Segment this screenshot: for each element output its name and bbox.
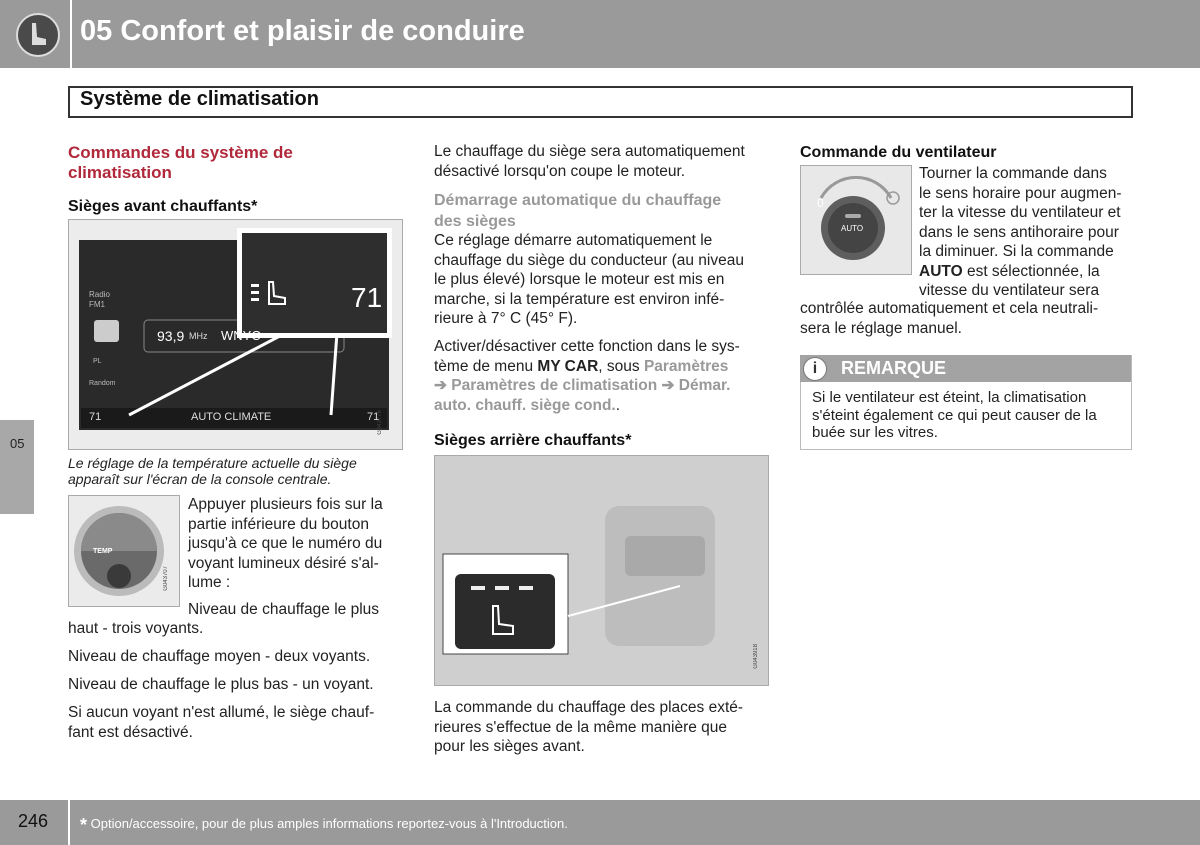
level-off-line2: fant est désactivé. xyxy=(68,723,193,741)
seat-icon xyxy=(16,13,60,57)
rear-line1: La commande du chauffage des places exté- xyxy=(434,699,744,716)
fan-line8: contrôlée automatiquement et cela neutrali- xyxy=(800,300,1099,317)
display-figure xyxy=(68,219,403,450)
intro-line1: Le chauffage du siège sera automatiquement xyxy=(434,143,745,160)
auto-start-line4: marche, si la température est environ infé- xyxy=(434,290,725,308)
menu-path-climate: ➔ Paramètres de climatisation ➔ Démar. xyxy=(434,377,731,394)
fan-knob-figure xyxy=(800,165,912,275)
level-high-line1: Niveau de chauffage le plus xyxy=(188,601,380,618)
menu-under: , sous xyxy=(598,357,644,375)
front-seats-heading: Sièges avant chauffants* xyxy=(68,198,258,215)
press-line1: Appuyer plusieurs fois sur la xyxy=(188,496,383,513)
controls-heading-line2: climatisation xyxy=(68,163,172,182)
fan-knob-label: AUTO xyxy=(841,224,864,233)
auto-climate-label: AUTO CLIMATE xyxy=(191,411,272,423)
intro-line2: désactivé lorsqu'on coupe le moteur. xyxy=(434,162,686,180)
radio-label: Radio xyxy=(89,290,110,299)
press-line5: lume : xyxy=(188,574,231,591)
fan-line7: vitesse du ventilateur sera xyxy=(919,282,1100,299)
auto-start-heading-line2: des sièges xyxy=(434,213,516,230)
rear-line2: rieures s'effectue de la même manière que xyxy=(434,718,728,736)
rear-figure-code: G043918 xyxy=(753,644,759,669)
fan-line2: le sens horaire pour augmen- xyxy=(919,184,1122,202)
section-title: Système de climatisation xyxy=(80,88,319,110)
level-low: Niveau de chauffage le plus bas - un voyant. xyxy=(68,676,374,693)
display-caption xyxy=(68,455,357,487)
caption-line2: apparaît sur l'écran de la console centrale. xyxy=(68,471,332,487)
press-line3: jusqu'à ce que le numéro du xyxy=(188,535,383,552)
fan-line9: sera le réglage manuel. xyxy=(800,319,962,337)
rear-line3: pour les sièges avant. xyxy=(434,738,585,755)
station-name: WNYC xyxy=(221,328,261,343)
menu-path-para xyxy=(434,337,740,415)
fan-line1: Tourner la commande dans xyxy=(919,165,1107,182)
press-instructions xyxy=(188,495,383,593)
page-number: 246 xyxy=(18,811,49,831)
rear-seats-para xyxy=(434,698,743,757)
fan-para-a xyxy=(919,164,1121,301)
auto-start-line1: Ce réglage démarre automatiquement le xyxy=(434,232,713,249)
zoom-temp-value: 71 xyxy=(351,282,383,313)
pl-label: PL xyxy=(93,358,102,365)
auto-bold: AUTO xyxy=(919,262,963,280)
fm-label: FM1 xyxy=(89,300,105,309)
controls-heading xyxy=(68,143,408,183)
auto-start-heading-line1: Démarrage automatique du chauffage xyxy=(434,192,722,209)
seat-heat-icon-zoom xyxy=(251,278,291,308)
fan-line5: la diminuer. Si la commande xyxy=(919,243,1114,260)
auto-start-line3: le plus élevé) lorsque le moteur est mis en xyxy=(434,271,725,288)
auto-start-line2: chauffage du siège du conducteur (au niveau xyxy=(434,251,744,269)
fan-line4: dans le sens antihoraire pour xyxy=(919,223,1119,241)
auto-start-heading xyxy=(434,190,721,232)
auto-start-line5: rieure à 7° C (45° F). xyxy=(434,310,578,327)
press-line4: voyant lumineux désiré s'al- xyxy=(188,554,379,572)
mhz-unit: MHz xyxy=(189,331,208,341)
temp-knob-label: TEMP xyxy=(93,548,113,555)
caption-line1: Le réglage de la température actuelle du siège xyxy=(68,455,357,471)
level-medium: Niveau de chauffage moyen - deux voyants. xyxy=(68,648,371,665)
rear-seats-heading: Sièges arrière chauffants* xyxy=(434,432,632,449)
controls-heading-line1: Commandes du système de xyxy=(68,143,293,162)
auto-rest: est sélectionnée, la xyxy=(962,262,1100,280)
footer-note-text: Option/accessoire, pour de plus amples informations reportez-vous à l'Introduction. xyxy=(90,816,568,831)
rear-seat-figure xyxy=(434,455,769,686)
fan-para-c xyxy=(800,299,1098,338)
chapter-side-tab-label: 05 xyxy=(10,436,25,451)
auto-off-intro xyxy=(434,142,745,181)
menu-text: tème de menu xyxy=(434,357,538,375)
press-line2: partie inférieure du bouton xyxy=(188,515,369,533)
chapter-side-tab xyxy=(0,420,34,514)
knob-figure-code: G043707 xyxy=(163,566,169,591)
temp-right: 71 xyxy=(367,411,380,423)
header-divider xyxy=(70,0,72,68)
remark-line2: s'éteint également ce qui peut causer de la xyxy=(812,406,1097,424)
remark-title: REMARQUE xyxy=(841,358,947,378)
menu-line1: Activer/désactiver cette fonction dans le sys- xyxy=(434,338,740,355)
fan-line3: ter la vitesse du ventilateur et xyxy=(919,204,1121,221)
footer-star: * xyxy=(80,815,88,835)
temp-left: 71 xyxy=(89,411,102,423)
frequency-value: 93,9 xyxy=(157,328,185,344)
auto-start-para xyxy=(434,231,744,329)
remark-text xyxy=(812,389,1097,442)
chapter-title: 05 Confort et plaisir de conduire xyxy=(80,15,525,47)
footer-divider xyxy=(68,800,70,845)
menu-path-period: . xyxy=(615,396,621,414)
menu-line2 xyxy=(434,357,740,377)
figure-code: G043776 xyxy=(377,410,383,435)
footer-note xyxy=(80,815,568,836)
temp-knob-figure xyxy=(68,495,180,607)
menu-settings: Paramètres xyxy=(643,357,729,375)
fan-line6 xyxy=(919,262,1121,282)
info-icon: i xyxy=(803,357,827,381)
level-off-line1: Si aucun voyant n'est allumé, le siège chauf- xyxy=(68,704,375,721)
remark-line1: Si le ventilateur est éteint, la climatisation xyxy=(812,389,1087,406)
level-high-line2: haut - trois voyants. xyxy=(68,620,204,637)
remark-line3: buée sur les vitres. xyxy=(812,424,938,441)
random-label: Random xyxy=(89,380,116,387)
level-off xyxy=(68,703,374,742)
fan-knob-zero: 0 xyxy=(817,196,824,210)
fan-heading: Commande du ventilateur xyxy=(800,144,997,161)
my-car-label: MY CAR xyxy=(537,357,599,375)
menu-path-seat: auto. chauff. siège cond. xyxy=(434,396,616,414)
